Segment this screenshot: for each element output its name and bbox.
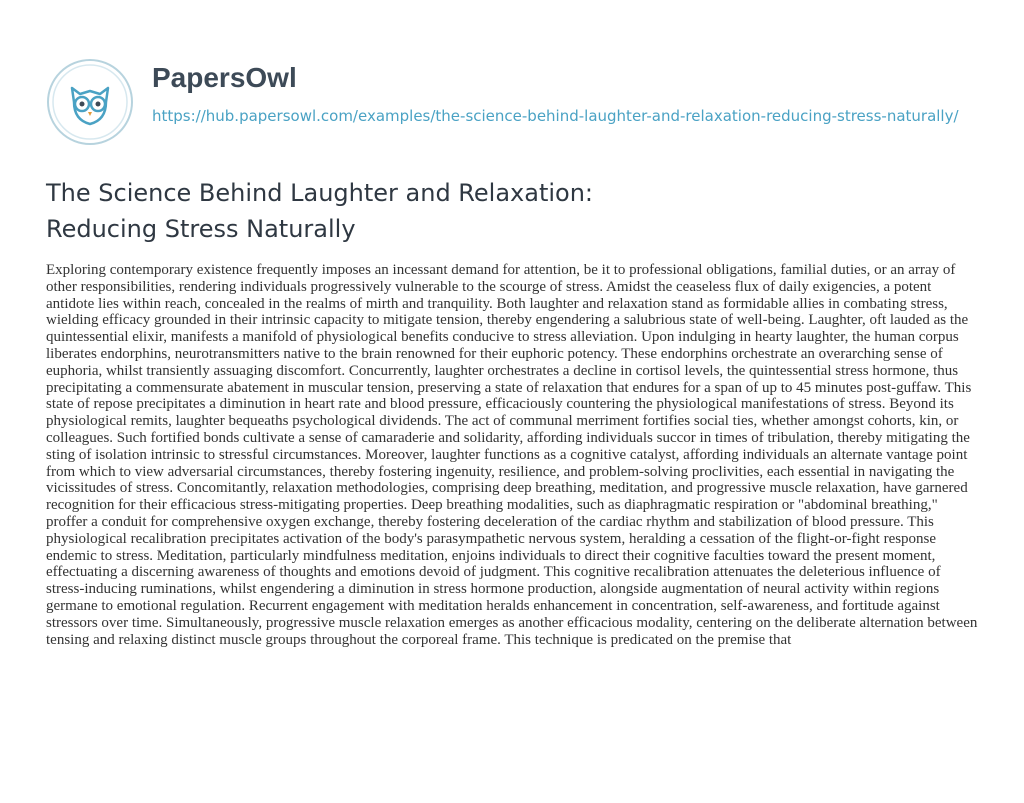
page-title-line-2: Reducing Stress Naturally <box>46 215 356 243</box>
page-title <box>46 175 986 247</box>
owl-logo-icon <box>46 58 134 146</box>
source-url-link[interactable]: https://hub.papersowl.com/examples/the-science-behind-laughter-and-relaxation-reducing-stress-naturally/ <box>152 107 959 125</box>
brand-name: PapersOwl <box>152 62 297 93</box>
page-title-line-1: The Science Behind Laughter and Relaxation: <box>46 179 594 207</box>
essay-body: Exploring contemporary existence frequently imposes an incessant demand for attention, be it to professional obligations, familial duties, or an array of other responsibilities, rendering individuals progressively vulnerable to the scourge of stress. Amidst the ceaseless flux of daily exigencies, a potent antidote lies within reach, concealed in the realms of mirth and tranquility. Both laughter and relaxation stand as formidable allies in combating stress, wielding efficacy grounded in their intrinsic capacity to mitigate tension, thereby engendering a salubrious state of well-being. Laughter, oft lauded as the quintessential elixir, manifests a manifold of physiological benefits conducive to stress alleviation. Upon indulging in hearty laughter, the human corpus liberates endorphins, neurotransmitters native to the brain renowned for their euphoric potency. These endorphins orchestrate an overarching sense of euphoria, whilst transiently assuaging discomfort. Concurrently, laughter orchestrates a decline in cortisol levels, the quintessential stress hormone, thus precipitating a commensurate abatement in muscular tension, preserving a state of relaxation that endures for a span of up to 45 minutes post-guffaw. This state of repose precipitates a diminution in heart rate and blood pressure, efficaciously countering the physiological manifestations of stress. Beyond its physiological remits, laughter bequeaths psychological dividends. The act of communal merriment fortifies social ties, whether amongst cohorts, kin, or colleagues. Such fortified bonds cultivate a sense of camaraderie and solidarity, affording individuals succor in times of tribulation, thereby mitigating the sting of isolation intrinsic to stressful circumstances. Moreover, laughter functions as a cognitive catalyst, affording individuals an alternate vantage point from which to view adversarial circumstances, thereby fostering ingenuity, resilience, and problem-solving proclivities, each essential in navigating the vicissitudes of stress. Concomitantly, relaxation methodologies, comprising deep breathing, meditation, and progressive muscle relaxation, have garnered recognition for their efficacious stress-mitigating properties. Deep breathing modalities, such as diaphragmatic respiration or "abdominal breathing," proffer a conduit for comprehensive oxygen exchange, thereby fostering deceleration of the cardiac rhythm and stabilization of blood pressure. This physiological recalibration precipitates activation of the body's parasympathetic nervous system, heralding a cessation of the flight-or-fight response endemic to stress. Meditation, particularly mindfulness meditation, enjoins individuals to direct their cognitive faculties toward the present moment, effectuating a discerning awareness of thoughts and emotions devoid of judgment. This cognitive recalibration attenuates the deleterious influence of stress-inducing ruminations, whilst engendering a diminution in stress hormone production, alongside augmentation of neural activity within regions germane to emotional regulation. Recurrent engagement with meditation heralds enhancement in concentration, self-awareness, and fortitude against stressors over time. Simultaneously, progressive muscle relaxation emerges as another efficacious modality, centering on the deliberate alternation between tensing and relaxing distinct muscle groups throughout the corporeal frame. This technique is predicated on the premise that <box>46 262 978 648</box>
page-header <box>46 58 986 158</box>
